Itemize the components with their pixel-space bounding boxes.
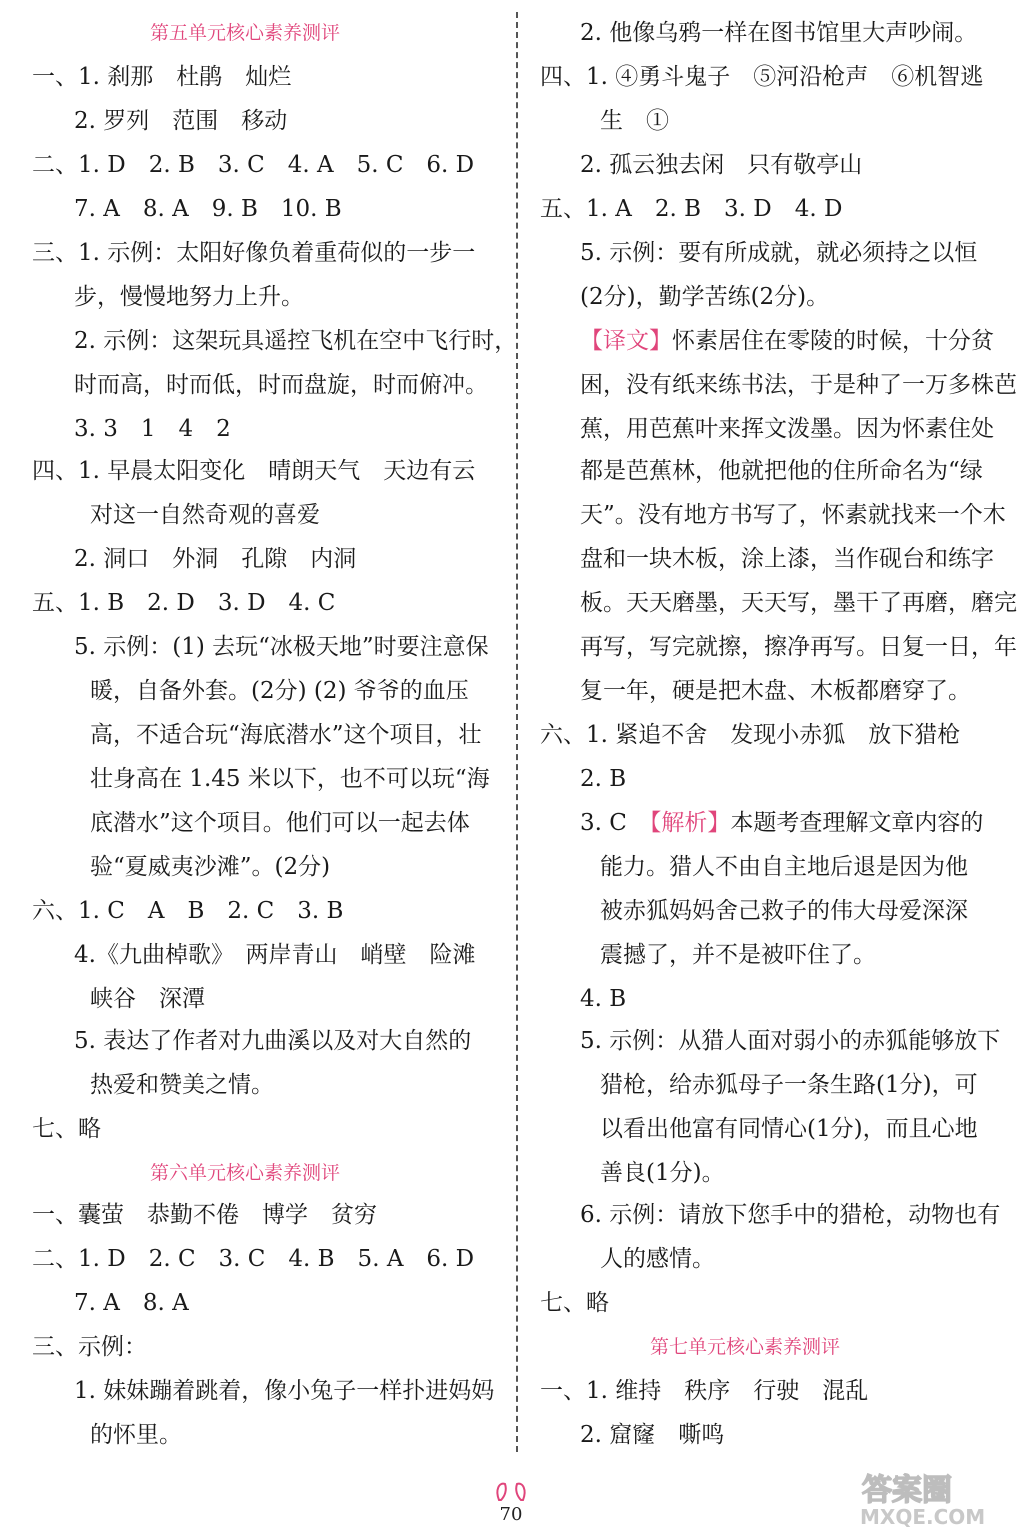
analysis-text: 本题考查理解文章内容的	[730, 810, 984, 836]
answer-line: 4.《九曲棹歌》 两岸青山 峭壁 险滩	[74, 942, 476, 968]
answer-line: 2. 示例：这架玩具遥控飞机在空中飞行时，	[74, 328, 518, 354]
answer-line	[580, 326, 994, 356]
answer-line: 5. 示例：(1) 去玩“冰极天地”时要注意保	[74, 634, 489, 660]
bunny-ears-icon	[493, 1480, 529, 1502]
answer-line: 峡谷 深潭	[90, 986, 205, 1012]
answer-line: 高，不适合玩“海底潜水”这个项目，壮	[90, 722, 482, 748]
answer-line: 困，没有纸来练书法，于是种了一万多株芭	[580, 372, 1017, 398]
answer-line: 5. 表达了作者对九曲溪以及对大自然的	[74, 1028, 472, 1054]
answer-line: 六、1. C A B 2. C 3. B	[32, 898, 344, 924]
answer-line: 5. 示例：从猎人面对弱小的赤狐能够放下	[580, 1028, 1001, 1054]
analysis-tag: 【解析】	[649, 810, 731, 836]
answer-line: 2. B	[580, 766, 627, 792]
answer-line: 四、1. ④勇斗鬼子 ⑤河沿枪声 ⑥机智逃	[540, 64, 984, 90]
section-title-unit6: 第六单元核心素养测评	[150, 1162, 341, 1184]
column-divider	[516, 12, 518, 1452]
answer-line: 5. 示例：要有所成就，就必须持之以恒	[580, 240, 978, 266]
answer-line: 三、示例：	[32, 1334, 147, 1360]
answer-line: 时而高，时而低，时而盘旋，时而俯冲。	[74, 372, 488, 398]
answer-line: 能力。猎人不由自主地后退是因为他	[600, 854, 968, 880]
answer-line: 三、1. 示例：太阳好像负着重荷似的一步一	[32, 240, 476, 266]
watermark-logo	[842, 1466, 1012, 1530]
answer-line: 验“夏威夷沙滩”。(2分)	[90, 854, 331, 880]
answer-line: 2. 罗列 范围 移动	[74, 108, 288, 134]
answer-line: 一、囊萤 恭勤不倦 博学 贫穷	[32, 1202, 377, 1228]
section-title-unit5: 第五单元核心素养测评	[150, 22, 341, 44]
answer-line: 板。天天磨墨，天天写，墨干了再磨，磨完	[580, 590, 1017, 616]
answer-line: 2. 洞口 外洞 孔隙 内洞	[74, 546, 357, 572]
answer-line: 六、1. 紧追不舍 发现小赤狐 放下猎枪	[540, 722, 961, 748]
answer-line: 一、1. 刹那 杜鹃 灿烂	[32, 64, 292, 90]
answer-line: 暖，自备外套。(2分) (2) 爷爷的血压	[90, 678, 469, 704]
answer-line: 2. 窟窿 嘶鸣	[580, 1422, 725, 1448]
answer-line: 都是芭蕉林，他就把他的住所命名为“绿	[580, 458, 983, 484]
answer-line: 2. 他像乌鸦一样在图书馆里大声吵闹。	[580, 20, 978, 46]
watermark-bottom: MXQE.COM	[860, 1505, 986, 1529]
answer-line: 被赤狐妈妈舍己救子的伟大母爱深深	[600, 898, 968, 924]
answer-line: 五、1. A 2. B 3. D 4. D	[540, 196, 843, 222]
answer-line: 生 ①	[600, 108, 669, 134]
section-title-unit7: 第七单元核心素养测评	[650, 1336, 841, 1358]
answer-line: 7. A 8. A	[74, 1290, 189, 1316]
answer-line: 天”。没有地方书写了，怀素就找来一个木	[580, 502, 1006, 528]
answer-line: 善良(1分)。	[600, 1160, 725, 1186]
answer-line: 的怀里。	[90, 1422, 182, 1448]
answer-line: 四、1. 早晨太阳变化 晴朗天气 天边有云	[32, 458, 476, 484]
answer-line: 一、1. 维持 秩序 行驶 混乱	[540, 1378, 869, 1404]
answer-line: 七、略	[32, 1116, 101, 1142]
answer-line: 蕉，用芭蕉叶来挥文泼墨。因为怀素住处	[580, 416, 994, 442]
answer-line: 盘和一块木板，涂上漆，当作砚台和练字	[580, 546, 994, 572]
watermark-top: 答案圈	[862, 1473, 952, 1508]
answer-line: (2分)，勤学苦练(2分)。	[580, 284, 830, 310]
answer-line: 热爱和赞美之情。	[90, 1072, 274, 1098]
answer-line	[580, 808, 983, 838]
answer-line: 底潜水”这个项目。他们可以一起去体	[90, 810, 470, 836]
answer-line: 对这一自然奇观的喜爱	[90, 502, 320, 528]
answer-prefix: 3. C	[580, 810, 650, 836]
answer-line: 3. 3 1 4 2	[74, 416, 231, 442]
answer-line: 6. 示例：请放下您手中的猎枪，动物也有	[580, 1202, 1001, 1228]
answer-line: 复一年，硬是把木盘、木板都磨穿了。	[580, 678, 971, 704]
page-number: 70	[499, 1504, 523, 1525]
answer-line: 二、1. D 2. B 3. C 4. A 5. C 6. D	[32, 152, 475, 178]
answer-line: 猎枪，给赤狐母子一条生路(1分)，可	[600, 1072, 978, 1098]
answer-line: 震撼了，并不是被吓住了。	[600, 942, 876, 968]
answer-line: 7. A 8. A 9. B 10. B	[74, 196, 342, 222]
answer-line: 1. 妹妹蹦着跳着，像小兔子一样扑进妈妈	[74, 1378, 495, 1404]
answer-line: 2. 孤云独去闲 只有敬亭山	[580, 152, 863, 178]
answer-line: 步，慢慢地努力上升。	[74, 284, 304, 310]
answer-line: 4. B	[580, 986, 627, 1012]
translation-tag: 【译文】	[580, 328, 672, 354]
answer-line: 壮身高在 1.45 米以下，也不可以玩“海	[90, 766, 490, 792]
answer-line: 再写，写完就擦，擦净再写。日复一日，年	[580, 634, 1017, 660]
answer-line: 人的感情。	[600, 1246, 715, 1272]
answer-line: 以看出他富有同情心(1分)，而且心地	[600, 1116, 978, 1142]
answer-line: 二、1. D 2. C 3. C 4. B 5. A 6. D	[32, 1246, 475, 1272]
translation-text: 怀素居住在零陵的时候，十分贫	[672, 328, 994, 354]
answer-line: 七、略	[540, 1290, 609, 1316]
answer-line: 五、1. B 2. D 3. D 4. C	[32, 590, 336, 616]
